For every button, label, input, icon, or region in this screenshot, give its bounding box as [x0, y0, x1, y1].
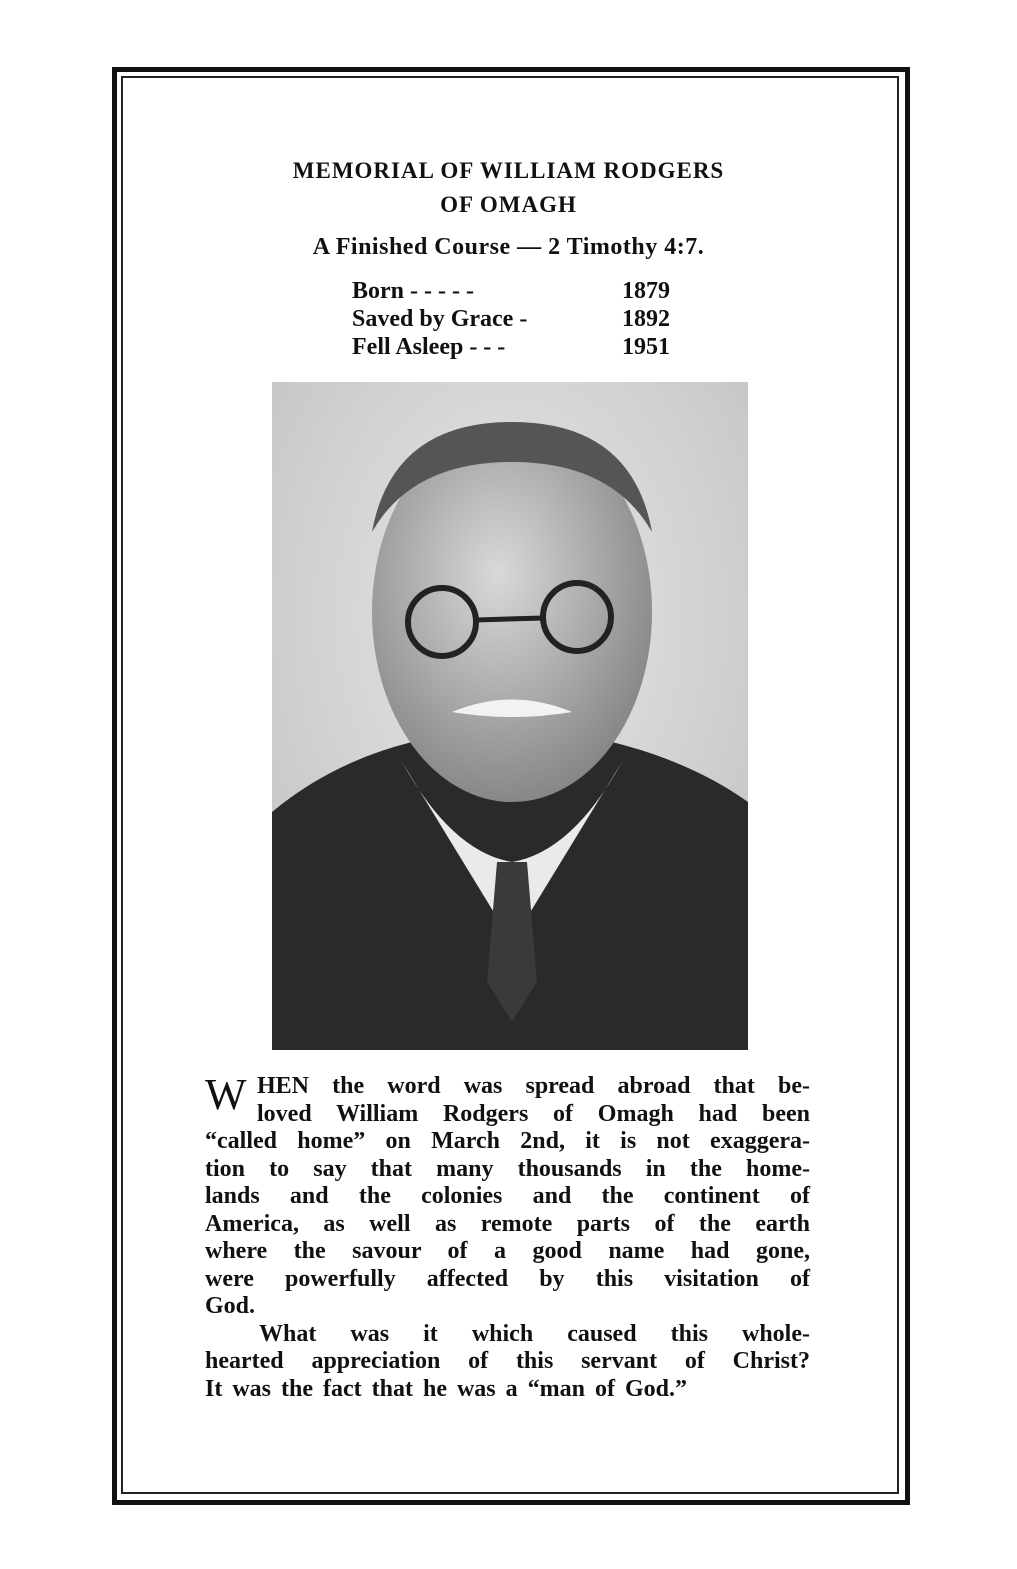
text-line: America, as well as remote parts of the earth — [205, 1210, 810, 1237]
text-line: It was the fact that he was a “man of God.” — [205, 1375, 687, 1402]
date-label: Fell Asleep - - - — [352, 334, 506, 360]
title-line-1: MEMORIAL OF WILLIAM RODGERS — [292, 158, 725, 183]
text-line: “called home” on March 2nd, it is not exaggera- — [205, 1128, 810, 1154]
date-row-saved — [352, 305, 670, 333]
text-line: where the savour of a good name had gone, — [205, 1238, 810, 1264]
portrait-photo — [272, 382, 748, 1050]
memorial-text — [205, 1070, 810, 1403]
date-label: Born - - - - - — [352, 278, 474, 304]
date-label: Saved by Grace - — [352, 306, 528, 332]
text-line: W HEN the word was spread abroad that be- — [205, 1070, 810, 1119]
text-line: lands and the colonies and the continent of — [205, 1183, 810, 1209]
text-line: were powerfully affected by this visitation of — [205, 1265, 810, 1292]
subtitle: A Finished Course — 2 Timothy 4:7. — [312, 234, 705, 260]
date-year: 1892 — [622, 306, 670, 332]
date-row-born — [352, 277, 670, 305]
date-year: 1879 — [622, 278, 670, 304]
date-row-fell-asleep — [352, 333, 670, 361]
drop-cap: W — [205, 1070, 247, 1119]
date-year: 1951 — [622, 334, 670, 360]
text-line: loved William Rodgers of Omagh had been — [257, 1100, 810, 1127]
text-line: God. — [205, 1293, 256, 1319]
title-line-2: OF OMAGH — [440, 192, 577, 217]
dates-table — [352, 277, 670, 361]
text-line: hearted appreciation of this servant of Christ? — [205, 1348, 810, 1374]
text-line: What was it which caused this whole- — [259, 1320, 810, 1347]
text-line: tion to say that many thousands in the home- — [205, 1155, 810, 1182]
